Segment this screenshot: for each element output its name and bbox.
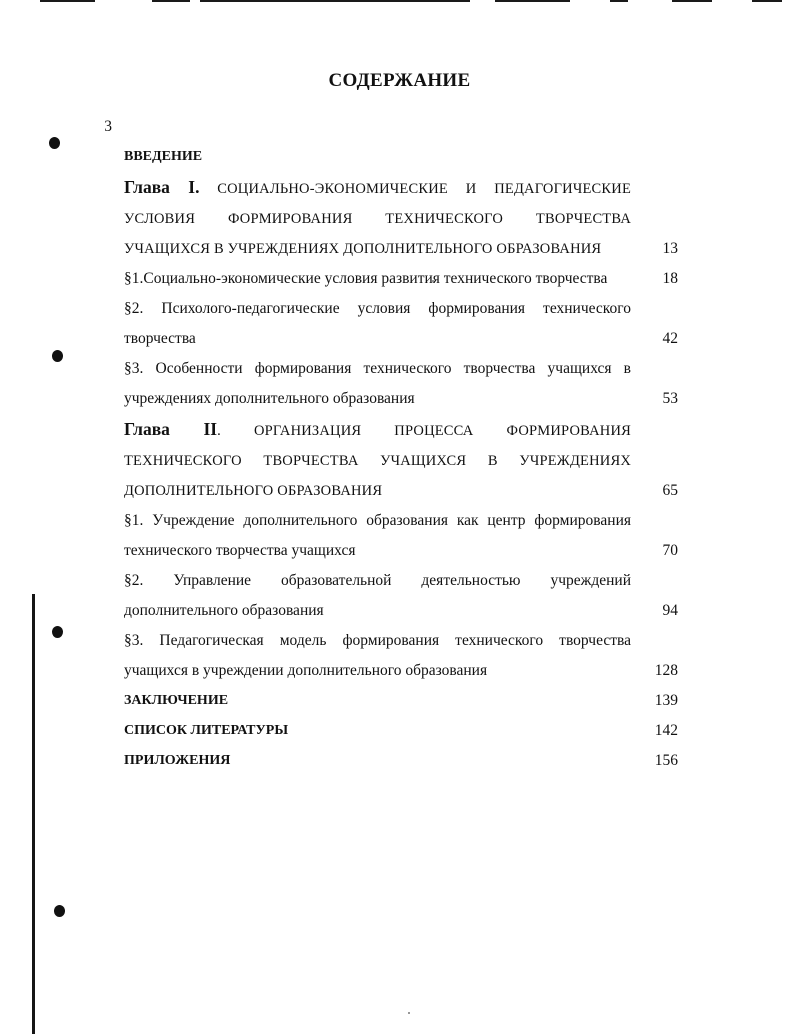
binding-edge-line <box>32 594 35 1034</box>
toc-page-number: 65 <box>662 482 678 499</box>
toc-entry-label: СПИСОК ЛИТЕРАТУРЫ <box>124 723 289 738</box>
toc-page-number: 70 <box>662 542 678 559</box>
toc-page-number: 142 <box>654 722 678 739</box>
toc-page-number: 156 <box>654 752 678 769</box>
punch-hole <box>52 350 63 362</box>
toc-page-number: 3 <box>104 118 112 135</box>
toc-entry-label: ВВЕДЕНИЕ <box>124 149 203 164</box>
toc-entry-label: ПРИЛОЖЕНИЯ <box>124 753 231 768</box>
toc-entry-chapter-2[interactable] <box>124 414 678 506</box>
toc-page-number: 42 <box>662 330 678 347</box>
toc-entry-references[interactable] <box>124 716 678 746</box>
toc-entry-section[interactable] <box>124 294 678 354</box>
toc-section-text: §2. Управление образовательной деятельностью учреждений дополнительного образования <box>124 572 631 619</box>
scan-edge-mark <box>610 0 628 2</box>
toc-entry-section[interactable] <box>124 506 678 566</box>
toc-entry-appendices[interactable] <box>124 746 678 776</box>
toc-page-number: 18 <box>662 270 678 287</box>
scan-edge-mark <box>152 0 190 2</box>
toc-section-text: §3. Педагогическая модель формирования технического творчества учащихся в учреждении дополнительного образования <box>124 632 631 679</box>
toc-entry-section[interactable] <box>124 566 678 626</box>
scan-edge-mark <box>40 0 95 2</box>
toc-section-text: §1.Социально-экономические условия развития технического творчества <box>124 270 608 287</box>
scan-edge-mark <box>672 0 712 2</box>
toc-page-number: 53 <box>662 390 678 407</box>
toc-entry-chapter-1[interactable] <box>124 172 678 264</box>
chapter-lead: Глава I. <box>124 177 200 197</box>
scan-speck <box>408 1012 410 1014</box>
scan-edge-mark <box>752 0 782 2</box>
scan-edge-mark <box>200 0 470 2</box>
toc-section-text: §2. Психолого-педагогические условия формирования технического творчества <box>124 300 631 347</box>
chapter-title: СОЦИАЛЬНО-ЭКОНОМИЧЕСКИЕ И ПЕДАГОГИЧЕСКИЕ УСЛОВИЯ ФОРМИРОВАНИЯ ТЕХНИЧЕСКОГО ТВОРЧЕСТВА УЧАЩИХСЯ В УЧРЕЖДЕНИЯХ ДОПОЛНИТЕЛЬНОГО ОБРАЗОВАНИЯ <box>124 181 632 257</box>
punch-hole <box>52 626 63 638</box>
toc-section-text: §1. Учреждение дополнительного образования как центр формирования технического творчества учащихся <box>124 512 631 559</box>
chapter-lead: Глава II <box>124 419 218 439</box>
chapter-title: . ОРГАНИЗАЦИЯ ПРОЦЕССА ФОРМИРОВАНИЯ ТЕХНИЧЕСКОГО ТВОРЧЕСТВА УЧАЩИХСЯ В УЧРЕЖДЕНИЯХ ДОПОЛНИТЕЛЬНОГО ОБРАЗОВАНИЯ <box>124 423 631 499</box>
toc-page-number: 139 <box>654 692 678 709</box>
punch-hole <box>54 905 65 917</box>
toc-entry-intro[interactable] <box>104 118 678 172</box>
toc-page-number: 13 <box>662 240 678 257</box>
toc-page-number: 128 <box>654 662 678 679</box>
toc-entry-conclusion[interactable] <box>124 686 678 716</box>
toc-section-text: §3. Особенности формирования технического творчества учащихся в учреждениях дополнительного образования <box>124 360 631 407</box>
scan-edge-mark <box>495 0 570 2</box>
punch-hole <box>49 137 60 149</box>
table-of-contents <box>104 118 678 776</box>
page-title: СОДЕРЖАНИЕ <box>328 70 471 91</box>
toc-entry-label: ЗАКЛЮЧЕНИЕ <box>124 693 229 708</box>
toc-entry-section[interactable] <box>124 626 678 686</box>
toc-entry-section[interactable] <box>124 354 678 414</box>
toc-page-number: 94 <box>662 602 678 619</box>
toc-entry-section[interactable] <box>124 264 678 294</box>
